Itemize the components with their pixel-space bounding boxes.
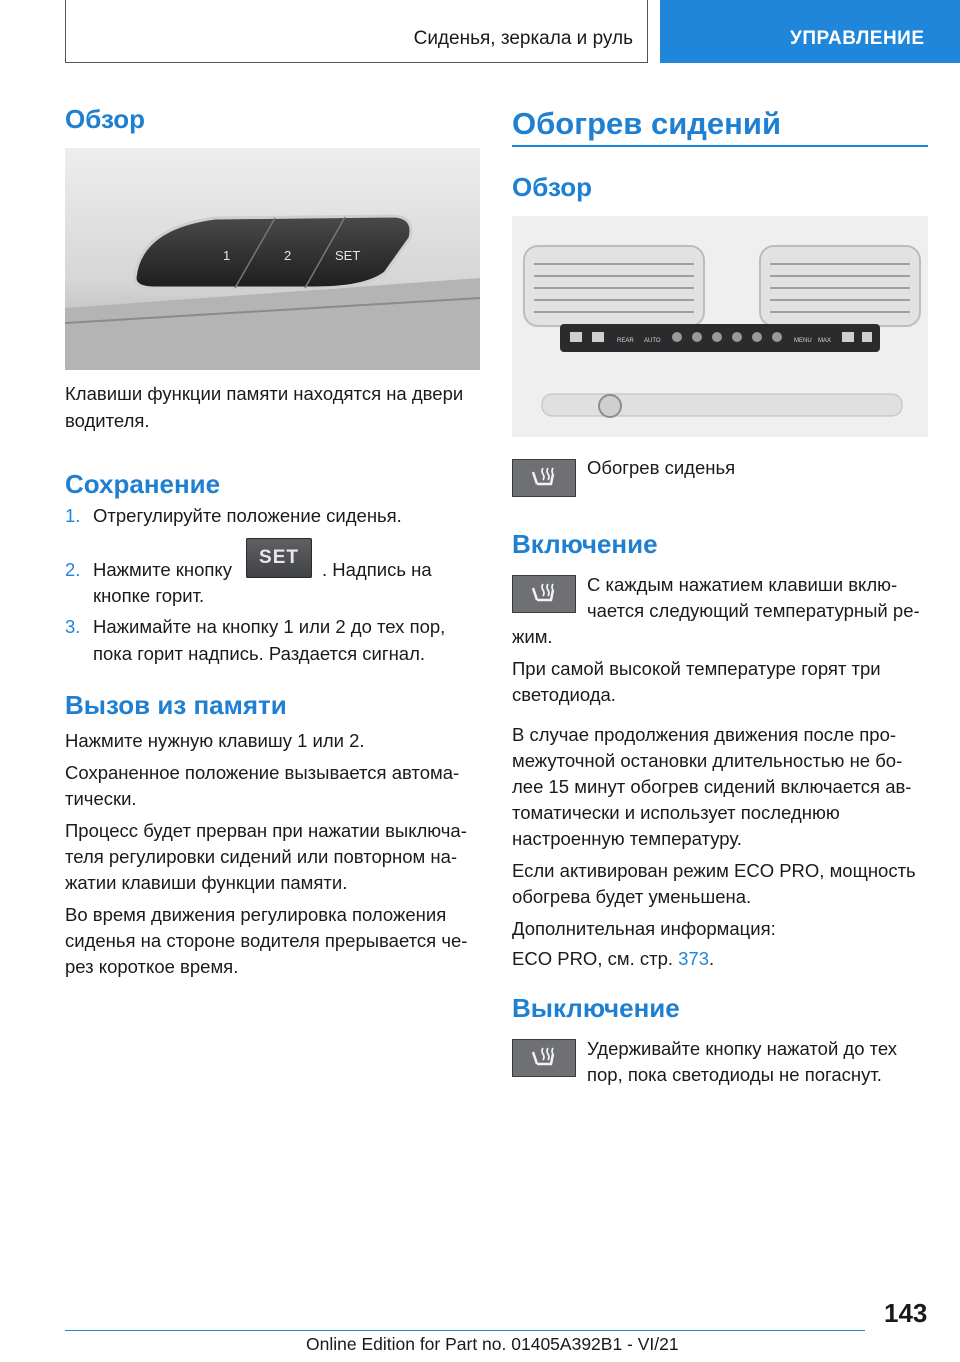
- header-section-title: Сиденья, зеркала и руль: [413, 28, 633, 49]
- auto-resume-line-4: томатически и использует последнюю: [512, 802, 840, 823]
- set-button-icon: [246, 538, 312, 578]
- recall-line-2: Сохраненное положение вызывается автома-: [65, 762, 460, 783]
- seat-heating-icon-caption: Обогрев сиденья: [587, 457, 736, 478]
- memory-button-2-label: 2: [284, 248, 292, 263]
- switch-off-heading: Выключение: [512, 993, 680, 1023]
- recall-heading: Вызов из памяти: [65, 690, 287, 720]
- seat-heating-off-icon: [512, 1039, 576, 1077]
- switch-on-heading: Включение: [512, 529, 658, 559]
- memory-buttons-photo: [65, 148, 480, 370]
- switch-off-line-2: пор, пока светодиоды не погаснут.: [587, 1064, 882, 1085]
- recall-line-1: Нажмите нужную клавишу 1 или 2.: [65, 730, 365, 751]
- memory-button-1-label: 1: [223, 248, 231, 263]
- step-2-text-b: . Надпись на: [322, 559, 432, 580]
- edition-note: Online Edition for Part no. 01405A392B1 - VI/21: [306, 1334, 679, 1354]
- step-2-text-line-2: кнопке горит.: [93, 585, 205, 606]
- panel-label-menu: MENU: [794, 338, 812, 344]
- heading-rule: [512, 145, 928, 147]
- climate-panel-photo: [512, 216, 928, 437]
- recall-line-7: Во время движения регулировка положения: [65, 904, 447, 925]
- step-3-number: 3.: [65, 616, 81, 637]
- switch-on-line-2: чается следующий температурный ре-: [587, 600, 920, 621]
- seat-heating-heading: Обогрев сидений: [512, 106, 782, 141]
- footer-rule: [65, 1330, 865, 1331]
- memory-set-button-label: SET: [335, 248, 361, 263]
- step-1-number: 1.: [65, 505, 81, 526]
- recall-line-4: Процесс будет прерван при нажатии выключа-: [65, 820, 467, 841]
- eco-pro-reference-end: .: [709, 948, 715, 969]
- auto-resume-line-1: В случае продолжения движения после про-: [512, 724, 897, 745]
- memory-overview-heading: Обзор: [65, 104, 145, 134]
- set-button-icon-label: SET: [259, 547, 299, 568]
- header-chapter-box: [660, 0, 960, 63]
- switch-on-line-1: С каждым нажатием клавиши вклю-: [587, 574, 898, 595]
- recall-line-8: сиденья на стороне водителя прерывается че-: [65, 930, 468, 951]
- recall-line-6: жатии клавиши функции памяти.: [65, 872, 348, 893]
- save-heading: Сохранение: [65, 469, 221, 499]
- eco-pro-line-1: Если активирован режим ECO PRO, мощность: [512, 860, 916, 881]
- switch-on-line-3: жим.: [512, 626, 553, 647]
- eco-pro-line-2: обогрева будет уменьшена.: [512, 886, 752, 907]
- panel-label-auto: AUTO: [644, 338, 661, 344]
- step-1-text: Отрегулируйте положение сиденья.: [93, 505, 402, 526]
- panel-label-rear: REAR: [617, 338, 634, 344]
- step-3-text-line-2: пока горит надпись. Раздается сигнал.: [93, 643, 426, 664]
- header-section-box: [65, 0, 648, 63]
- memory-caption-line-2: водителя.: [65, 410, 150, 431]
- seat-heating-on-icon: [512, 575, 576, 613]
- auto-resume-line-3: лее 15 минут обогрев сидений включается ав-: [512, 776, 912, 797]
- seat-heating-overview-heading: Обзор: [512, 172, 592, 202]
- header-chapter-title: УПРАВЛЕНИЕ: [790, 28, 925, 49]
- eco-pro-reference-text: ECO PRO, см. стр.: [512, 948, 673, 969]
- page-number: 143: [884, 1298, 928, 1328]
- step-3-text-line-1: Нажимайте на кнопку 1 или 2 до тех пор,: [93, 616, 446, 637]
- recall-line-3: тически.: [65, 788, 137, 809]
- step-2-number: 2.: [65, 559, 81, 580]
- eco-pro-reference: [512, 946, 714, 972]
- memory-caption-line-1: Клавиши функции памяти находятся на двери: [65, 383, 464, 404]
- eco-pro-page-link[interactable]: 373: [678, 948, 710, 969]
- max-temp-line-2: светодиода.: [512, 684, 616, 705]
- max-temp-line-1: При самой высокой температуре горят три: [512, 658, 881, 679]
- recall-line-9: рез короткое время.: [65, 956, 239, 977]
- recall-line-5: теля регулировки сидений или повторном на-: [65, 846, 458, 867]
- panel-label-max: MAX: [818, 338, 832, 344]
- seat-heating-icon: [512, 459, 576, 497]
- switch-off-line-1: Удерживайте кнопку нажатой до тех: [587, 1038, 898, 1059]
- auto-resume-line-5: настроенную температуру.: [512, 828, 742, 849]
- auto-resume-line-2: межуточной остановки длительностью не бо-: [512, 750, 903, 771]
- more-info-label: Дополнительная информация:: [512, 918, 776, 939]
- step-2-text-a: Нажмите кнопку: [93, 559, 232, 580]
